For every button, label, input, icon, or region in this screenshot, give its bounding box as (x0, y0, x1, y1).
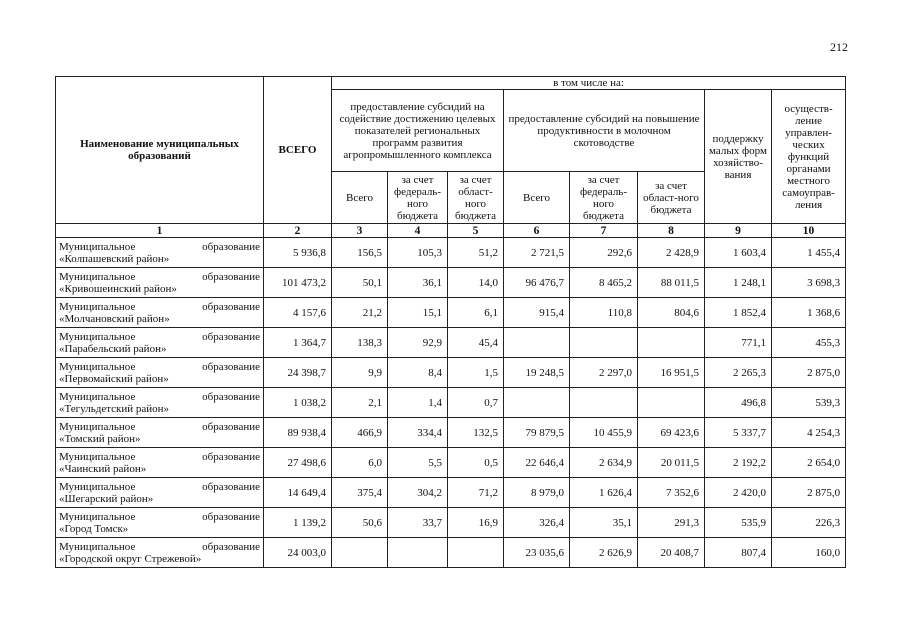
value-cell: 79 879,5 (504, 418, 570, 448)
table-row (56, 418, 846, 448)
table-row (56, 268, 846, 298)
value-cell: 20 011,5 (638, 448, 705, 478)
value-cell: 1 038,2 (264, 388, 332, 418)
value-cell: 16 951,5 (638, 358, 705, 388)
value-cell: 496,8 (705, 388, 772, 418)
header-a-federal: за счет федераль-ного бюджета (388, 172, 448, 224)
municipality-type-word: Муниципальное (59, 300, 136, 313)
value-cell: 2 626,9 (570, 538, 638, 568)
value-cell (504, 328, 570, 358)
municipality-name-cell (56, 328, 264, 358)
value-cell (638, 328, 705, 358)
value-cell: 1 852,4 (705, 298, 772, 328)
municipality-name-cell (56, 448, 264, 478)
value-cell: 0,7 (448, 388, 504, 418)
value-cell: 6,1 (448, 298, 504, 328)
value-cell: 50,1 (332, 268, 388, 298)
municipality-name-cell (56, 478, 264, 508)
column-number: 7 (570, 224, 638, 238)
value-cell: 2 265,3 (705, 358, 772, 388)
value-cell: 14 649,4 (264, 478, 332, 508)
value-cell: 2 297,0 (570, 358, 638, 388)
value-cell: 807,4 (705, 538, 772, 568)
value-cell: 334,4 (388, 418, 448, 448)
value-cell: 35,1 (570, 508, 638, 538)
value-cell: 4 254,3 (772, 418, 846, 448)
value-cell: 455,3 (772, 328, 846, 358)
value-cell: 89 938,4 (264, 418, 332, 448)
column-number: 4 (388, 224, 448, 238)
municipality-name-cell (56, 538, 264, 568)
header-group-a: предоставление субсидий на содействие достижению целевых показателей региональных программ развития агропромышленного комплекса (332, 90, 504, 172)
table-row (56, 478, 846, 508)
value-cell: 24 003,0 (264, 538, 332, 568)
header-small-farms: поддержку малых форм хозяйство-вания (705, 90, 772, 224)
municipality-type-word: образование (202, 480, 260, 493)
column-number-row (56, 224, 846, 238)
value-cell: 27 498,6 (264, 448, 332, 478)
value-cell: 375,4 (332, 478, 388, 508)
value-cell: 24 398,7 (264, 358, 332, 388)
table-header (56, 77, 846, 238)
value-cell: 50,6 (332, 508, 388, 538)
municipality-name: «Кривошеинский район» (59, 282, 177, 295)
municipality-name-cell (56, 358, 264, 388)
value-cell: 2 875,0 (772, 358, 846, 388)
municipality-name: «Парабельский район» (59, 342, 167, 355)
municipality-type-word: образование (202, 300, 260, 313)
value-cell: 132,5 (448, 418, 504, 448)
column-number: 9 (705, 224, 772, 238)
header-b-regional: за счет област-ного бюджета (638, 172, 705, 224)
municipality-type-word: Муниципальное (59, 360, 136, 373)
value-cell: 5 337,7 (705, 418, 772, 448)
value-cell: 16,9 (448, 508, 504, 538)
value-cell (570, 328, 638, 358)
value-cell: 88 011,5 (638, 268, 705, 298)
table-row (56, 358, 846, 388)
value-cell (388, 538, 448, 568)
value-cell: 101 473,2 (264, 268, 332, 298)
table-row (56, 508, 846, 538)
municipality-name: «Шегарский район» (59, 492, 154, 505)
value-cell: 1 455,4 (772, 238, 846, 268)
municipality-type-word: образование (202, 240, 260, 253)
value-cell: 226,3 (772, 508, 846, 538)
value-cell: 292,6 (570, 238, 638, 268)
municipality-type-word: образование (202, 540, 260, 553)
municipality-type-word: Муниципальное (59, 510, 136, 523)
municipality-type-word: Муниципальное (59, 540, 136, 553)
municipality-name: «Томский район» (59, 432, 141, 445)
value-cell: 2,1 (332, 388, 388, 418)
header-a-total: Всего (332, 172, 388, 224)
municipality-name-cell (56, 388, 264, 418)
value-cell: 9,9 (332, 358, 388, 388)
value-cell: 466,9 (332, 418, 388, 448)
column-number: 6 (504, 224, 570, 238)
page-number: 212 (830, 40, 848, 54)
value-cell: 2 192,2 (705, 448, 772, 478)
value-cell: 1 364,7 (264, 328, 332, 358)
municipality-type-word: образование (202, 390, 260, 403)
municipality-type-word: Муниципальное (59, 450, 136, 463)
subsidy-table (55, 76, 846, 568)
value-cell: 8 979,0 (504, 478, 570, 508)
municipality-type-word: Муниципальное (59, 240, 136, 253)
value-cell: 2 721,5 (504, 238, 570, 268)
value-cell: 23 035,6 (504, 538, 570, 568)
municipality-name: «Чаинский район» (59, 462, 147, 475)
value-cell: 7 352,6 (638, 478, 705, 508)
value-cell: 96 476,7 (504, 268, 570, 298)
table-row (56, 238, 846, 268)
column-number: 10 (772, 224, 846, 238)
municipality-type-word: Муниципальное (59, 420, 136, 433)
value-cell: 4 157,6 (264, 298, 332, 328)
value-cell: 69 423,6 (638, 418, 705, 448)
value-cell (504, 388, 570, 418)
value-cell: 21,2 (332, 298, 388, 328)
value-cell: 2 428,9 (638, 238, 705, 268)
value-cell: 2 875,0 (772, 478, 846, 508)
value-cell: 3 698,3 (772, 268, 846, 298)
value-cell: 15,1 (388, 298, 448, 328)
municipality-type-word: Муниципальное (59, 480, 136, 493)
municipality-type-word: Муниципальное (59, 390, 136, 403)
municipality-name: «Тегульдетский район» (59, 402, 170, 415)
municipality-type-word: Муниципальное (59, 330, 136, 343)
municipality-name-cell (56, 418, 264, 448)
municipality-name-cell (56, 298, 264, 328)
municipality-name: «Город Томск» (59, 522, 129, 535)
value-cell: 36,1 (388, 268, 448, 298)
table-row (56, 388, 846, 418)
value-cell (448, 538, 504, 568)
value-cell: 2 654,0 (772, 448, 846, 478)
value-cell: 8,4 (388, 358, 448, 388)
value-cell: 304,2 (388, 478, 448, 508)
municipality-type-word: образование (202, 270, 260, 283)
value-cell: 22 646,4 (504, 448, 570, 478)
header-group-b: предоставление субсидий на повышение продуктивности в молочном скотоводстве (504, 90, 705, 172)
value-cell: 804,6 (638, 298, 705, 328)
municipality-name: «Городской округ Стрежевой» (59, 552, 202, 565)
value-cell: 19 248,5 (504, 358, 570, 388)
value-cell: 2 634,9 (570, 448, 638, 478)
value-cell (638, 388, 705, 418)
value-cell: 1 368,6 (772, 298, 846, 328)
value-cell: 1 603,4 (705, 238, 772, 268)
value-cell: 915,4 (504, 298, 570, 328)
municipality-name-cell (56, 508, 264, 538)
header-a-regional: за счет област-ного бюджета (448, 172, 504, 224)
municipality-name: «Молчановский район» (59, 312, 170, 325)
value-cell: 539,3 (772, 388, 846, 418)
table-body (56, 238, 846, 568)
value-cell: 20 408,7 (638, 538, 705, 568)
value-cell: 156,5 (332, 238, 388, 268)
table-row (56, 328, 846, 358)
value-cell: 160,0 (772, 538, 846, 568)
column-number: 5 (448, 224, 504, 238)
value-cell: 33,7 (388, 508, 448, 538)
header-total: ВСЕГО (264, 77, 332, 224)
municipality-name-cell (56, 268, 264, 298)
column-number: 2 (264, 224, 332, 238)
table-row (56, 298, 846, 328)
value-cell: 10 455,9 (570, 418, 638, 448)
municipality-name: «Колпашевский район» (59, 252, 170, 265)
header-name: Наименование муниципальных образований (56, 77, 264, 224)
value-cell: 110,8 (570, 298, 638, 328)
value-cell: 8 465,2 (570, 268, 638, 298)
value-cell: 6,0 (332, 448, 388, 478)
municipality-name: «Первомайский район» (59, 372, 169, 385)
value-cell (332, 538, 388, 568)
value-cell: 105,3 (388, 238, 448, 268)
header-management: осуществ-ление управлен-ческих функций органами местного самоуправ-ления (772, 90, 846, 224)
value-cell: 1,5 (448, 358, 504, 388)
value-cell: 51,2 (448, 238, 504, 268)
table-row (56, 448, 846, 478)
header-including: в том числе на: (332, 77, 846, 90)
value-cell: 326,4 (504, 508, 570, 538)
municipality-type-word: образование (202, 450, 260, 463)
column-number: 8 (638, 224, 705, 238)
header-b-total: Всего (504, 172, 570, 224)
value-cell: 14,0 (448, 268, 504, 298)
municipality-type-word: образование (202, 360, 260, 373)
column-number: 3 (332, 224, 388, 238)
municipality-type-word: образование (202, 420, 260, 433)
municipality-type-word: образование (202, 330, 260, 343)
value-cell: 1 248,1 (705, 268, 772, 298)
value-cell: 535,9 (705, 508, 772, 538)
header-b-federal: за счет федераль-ного бюджета (570, 172, 638, 224)
value-cell: 0,5 (448, 448, 504, 478)
value-cell: 1 626,4 (570, 478, 638, 508)
value-cell: 92,9 (388, 328, 448, 358)
municipality-type-word: Муниципальное (59, 270, 136, 283)
value-cell: 291,3 (638, 508, 705, 538)
value-cell: 5 936,8 (264, 238, 332, 268)
value-cell: 45,4 (448, 328, 504, 358)
value-cell: 2 420,0 (705, 478, 772, 508)
table-row (56, 538, 846, 568)
value-cell: 1,4 (388, 388, 448, 418)
column-number: 1 (56, 224, 264, 238)
municipality-type-word: образование (202, 510, 260, 523)
value-cell: 771,1 (705, 328, 772, 358)
value-cell: 1 139,2 (264, 508, 332, 538)
value-cell: 71,2 (448, 478, 504, 508)
value-cell: 138,3 (332, 328, 388, 358)
value-cell: 5,5 (388, 448, 448, 478)
municipality-name-cell (56, 238, 264, 268)
value-cell (570, 388, 638, 418)
